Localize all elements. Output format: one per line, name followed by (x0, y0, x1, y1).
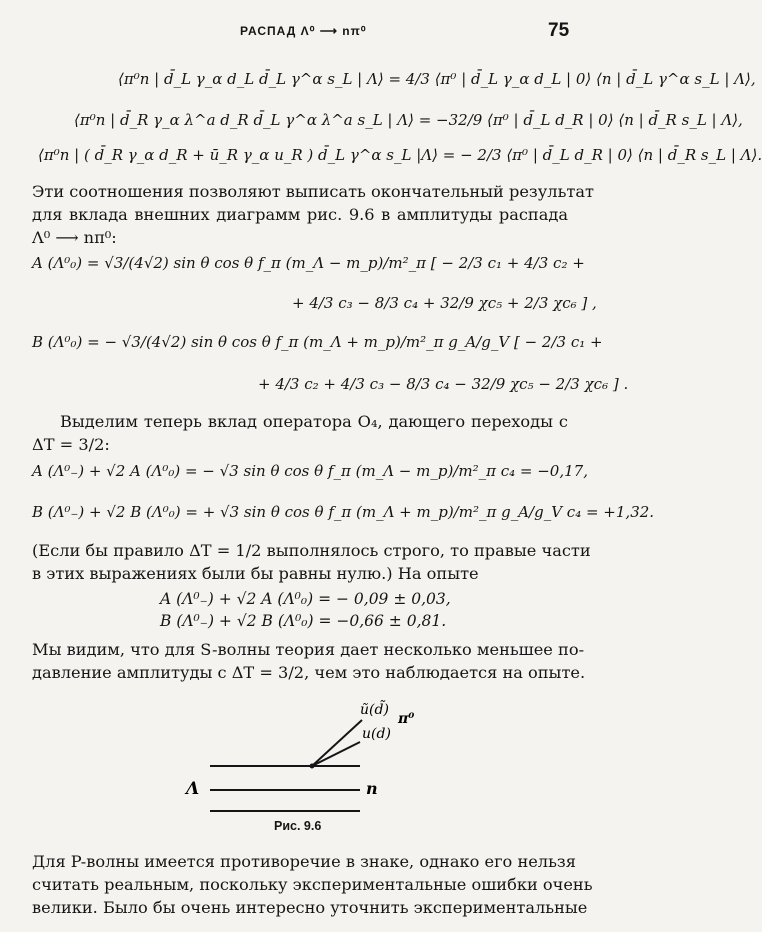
antiquark-line (312, 720, 362, 766)
paragraph-4 (32, 638, 586, 684)
page-number: 75 (548, 20, 570, 41)
paragraph-1 (32, 180, 594, 249)
paragraph-line: (Если бы правило ΔT = 1/2 выполнялось строго, то правые части (32, 541, 591, 560)
amplitude-b-line-2: + 4/3 c₂ + 4/3 c₃ − 8/3 c₄ − 32/9 χc₅ − 2/3 χc₆ ] . (258, 375, 629, 393)
paragraph-line: велики. Было бы очень интересно уточнить экспериментальные (32, 898, 588, 917)
equation-line-2: ⟨π⁰n | d̄_R γ_α λ^a d_R d̄_L γ^α λ^a s_L | Λ⟩ = −32/9 ⟨π⁰ | d̄_L d_R | 0⟩ ⟨n | d̄_R s_L | Λ⟩, (74, 111, 743, 129)
paragraph-line: ΔT = 3/2: (32, 435, 110, 454)
paragraph-line: Эти соотношения позволяют выписать окончательный результат (32, 182, 594, 201)
paragraph-line: считать реальным, поскольку экспериментальные ошибки очень (32, 875, 593, 894)
experiment-line-a: A (Λ⁰₋) + √2 A (Λ⁰₀) = − 0,09 ± 0,03, (160, 590, 451, 608)
figure-caption: Рис. 9.6 (274, 819, 322, 833)
quark-out-line (312, 742, 360, 766)
paragraph-2 (60, 410, 568, 433)
label-neutron: n (366, 779, 378, 798)
paragraph-line: давление амплитуды с ΔT = 3/2, чем это наблюдается на опыте. (32, 663, 586, 682)
equation-line-1: ⟨π⁰n | d̄_L γ_α d_L d̄_L γ^α s_L | Λ⟩ = 4/3 ⟨π⁰ | d̄_L γ_α d_L | 0⟩ ⟨n | d̄_L γ^α s_L | Λ⟩, (118, 70, 756, 88)
paragraph-5 (32, 850, 593, 919)
paragraph-line: Λ⁰ ⟶ nπ⁰: (32, 228, 117, 247)
equation-line-3: ⟨π⁰n | ( d̄_R γ_α d_R + ū_R γ_α u_R ) d̄_L γ^α s_L |Λ⟩ = − 2/3 ⟨π⁰ | d̄_L d_R | 0⟩ ⟨n | d̄_R s_L | Λ⟩. (38, 146, 762, 164)
paragraph-line: Выделим теперь вклад оператора O₄, дающего переходы с (60, 412, 568, 431)
running-head: РАСПАД Λ⁰ ⟶ nπ⁰ (240, 24, 367, 38)
amplitude-b-line-1: B (Λ⁰₀) = − √3/(4√2) sin θ cos θ f_π (m_Λ + m_p)/m²_π g_A/g_V [ − 2/3 c₁ + (32, 333, 603, 351)
paragraph-line: Мы видим, что для S-волны теория дает несколько меньшее по- (32, 640, 585, 659)
experiment-line-b: B (Λ⁰₋) + √2 B (Λ⁰₀) = −0,66 ± 0,81. (160, 612, 447, 630)
label-antiquark: ũ(d̃) (360, 702, 389, 718)
paragraph-3 (32, 539, 591, 585)
feynman-diagram-figure (0, 690, 600, 818)
label-quark: u(d) (362, 726, 391, 742)
vertex-dot (310, 764, 315, 769)
paragraph-2-cont (32, 433, 568, 456)
delta-t-equation-a: A (Λ⁰₋) + √2 A (Λ⁰₀) = − √3 sin θ cos θ f_π (m_Λ − m_p)/m²_π c₄ = −0,17, (32, 462, 588, 480)
amplitude-a-line-1: A (Λ⁰₀) = √3/(4√2) sin θ cos θ f_π (m_Λ − m_p)/m²_π [ − 2/3 c₁ + 4/3 c₂ + (32, 254, 585, 272)
paragraph-line: Для P-волны имеется противоречие в знаке, однако его нельзя (32, 852, 576, 871)
delta-t-equation-b: B (Λ⁰₋) + √2 B (Λ⁰₀) = + √3 sin θ cos θ f_π (m_Λ + m_p)/m²_π g_A/g_V c₄ = +1,32. (32, 503, 655, 521)
amplitude-a-line-2: + 4/3 c₃ − 8/3 c₄ + 32/9 χc₅ + 2/3 χc₆ ] , (292, 294, 597, 312)
label-lambda: Λ (186, 779, 200, 799)
paragraph-line: в этих выражениях были бы равны нулю.) На опыте (32, 564, 479, 583)
paragraph-line: для вклада внешних диаграмм рис. 9.6 в амплитуды распада (32, 205, 568, 224)
label-pi0: π⁰ (398, 711, 415, 727)
